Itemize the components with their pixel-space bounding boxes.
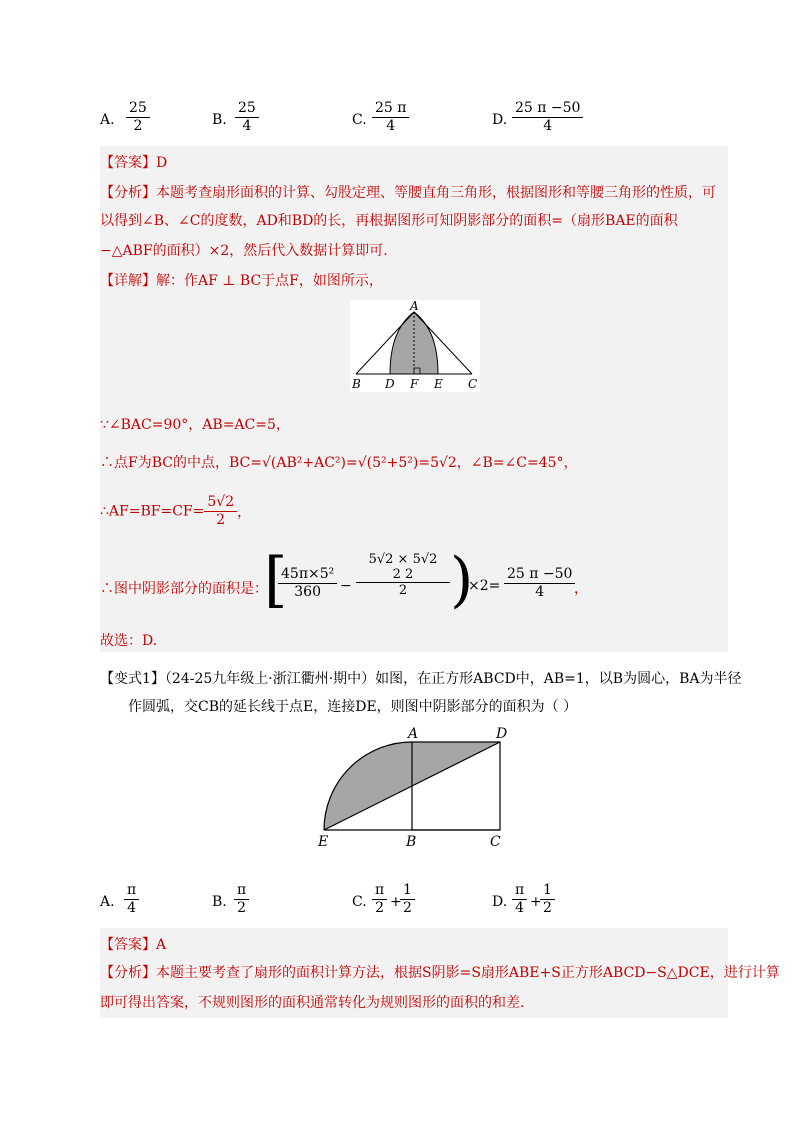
- option-d-value-2: $\frac{1}{2}$: [540, 882, 555, 917]
- step-1: ∵∠BAC=90°，AB=AC=5，: [100, 417, 290, 433]
- analysis-line-2: 以得到∠B、∠C的度数，AD和BD的长，再根据图形可知阴影部分的面积=（扇形BAE的面积: [100, 213, 678, 229]
- option-d-value-1: $\frac{\pi}{4}$: [512, 882, 527, 917]
- option-d-label: D.: [492, 112, 508, 128]
- q2-stem-line-1: 【变式1】（24-25九年级上·浙江衢州·期中）如图，在正方形ABCD中，AB=1，以B为圆心，BA为半径: [100, 671, 742, 687]
- q1-solution-block: 【答案】D 【分析】本题考查扇形面积的计算、勾股定理、等腰直角三角形，根据图形和等腰三角形的性质，可 以得到∠B、∠C的度数，AD和BD的长，再根据图形可知阴影部分的面积=（扇形BAE的面积 −△ABF的面积）×2，然后代入数据计算即可. 【详解】解：作AF ⊥ BC于点F，如图所示， A B D F E C ∵∠BAC=90°，AB=AC=5， ∴点F为BC的中点，BC=√(AB²+AC²)=√(5²+5²)=5√2，∠B=∠C=45°， ∴AF=BF=CF= $\frac{5√2}{2}$ ， ∴图中阴影部分的面积是： [ $\frac{\text{45π×5²}}{360}$ − 5√2 × 5√2 2 2 2 ) ×2= $\frac{25 \pi -50}{4}$ ， 故选：D.: [100, 146, 728, 652]
- triangle-sector-figure: [350, 300, 480, 392]
- q2-stem-line-2: 作圆弧，交CB的延长线于点E，连接DE，则图中阴影部分的面积为（ ）: [128, 699, 578, 715]
- option-c-value-1: $\frac{\pi}{2}$: [372, 882, 387, 917]
- option-b-value: $\frac{\pi}{2}$: [234, 882, 249, 917]
- option-c-label: C.: [352, 112, 367, 128]
- option-a-label: A.: [100, 112, 115, 128]
- option-b-value: $\frac{25}{4}$: [235, 100, 259, 135]
- option-c-value-2: $\frac{1}{2}$: [400, 882, 415, 917]
- step-3: ∴AF=BF=CF= $\frac{5√2}{2}$ ，: [100, 494, 252, 528]
- choose-line: 故选：D.: [100, 633, 158, 649]
- label-c: C: [490, 834, 501, 850]
- label-e: E: [318, 834, 329, 850]
- label-d: D: [385, 377, 395, 391]
- label-f: F: [410, 377, 419, 391]
- label-a: A: [408, 726, 419, 742]
- option-b-label: B.: [212, 894, 227, 910]
- option-d-plus: +: [530, 894, 542, 910]
- q2-options: [100, 882, 600, 922]
- label-c: C: [468, 377, 478, 391]
- label-a: A: [410, 300, 419, 313]
- square-arc-figure: [310, 722, 530, 852]
- analysis-line-3: −△ABF的面积）×2，然后代入数据计算即可.: [100, 243, 388, 259]
- option-a-value: $\frac{25}{2}$: [126, 100, 150, 135]
- option-b-label: B.: [212, 112, 227, 128]
- option-d-value: $\frac{25 \pi -50}{4}$: [512, 100, 583, 135]
- analysis-line-2: 即可得出答案，不规则图形的面积通常转化为规则图形的面积的和差.: [100, 995, 525, 1011]
- label-e: E: [434, 377, 443, 391]
- step-2: ∴点F为BC的中点，BC=√(AB²+AC²)=√(5²+5²)=5√2，∠B=∠C=45°，: [100, 455, 578, 471]
- option-d-label: D.: [492, 894, 508, 910]
- analysis-line-1: 【分析】本题主要考查了扇形的面积计算方法，根据S阴影=S扇形ABE+S正方形ABCD−S△DCE，进行计算: [100, 965, 780, 981]
- option-a-label: A.: [100, 894, 115, 910]
- option-c-value: $\frac{25 \pi}{4}$: [372, 100, 409, 135]
- label-d: D: [496, 726, 508, 742]
- option-a-value: $\frac{\pi}{4}$: [124, 882, 139, 917]
- option-c-plus: +: [390, 894, 402, 910]
- q2-solution-block: [100, 928, 780, 1018]
- answer-line: 【答案】A: [100, 937, 167, 953]
- q1-options: [100, 100, 600, 140]
- detail-line: 【详解】解：作AF ⊥ BC于点F，如图所示，: [100, 273, 383, 289]
- answer-line: 【答案】D: [100, 155, 168, 171]
- analysis-line-1: 【分析】本题考查扇形面积的计算、勾股定理、等腰直角三角形，根据图形和等腰三角形的性质，可: [100, 185, 716, 201]
- label-b: B: [352, 377, 361, 391]
- label-b: B: [406, 834, 417, 850]
- option-c-label: C.: [352, 894, 367, 910]
